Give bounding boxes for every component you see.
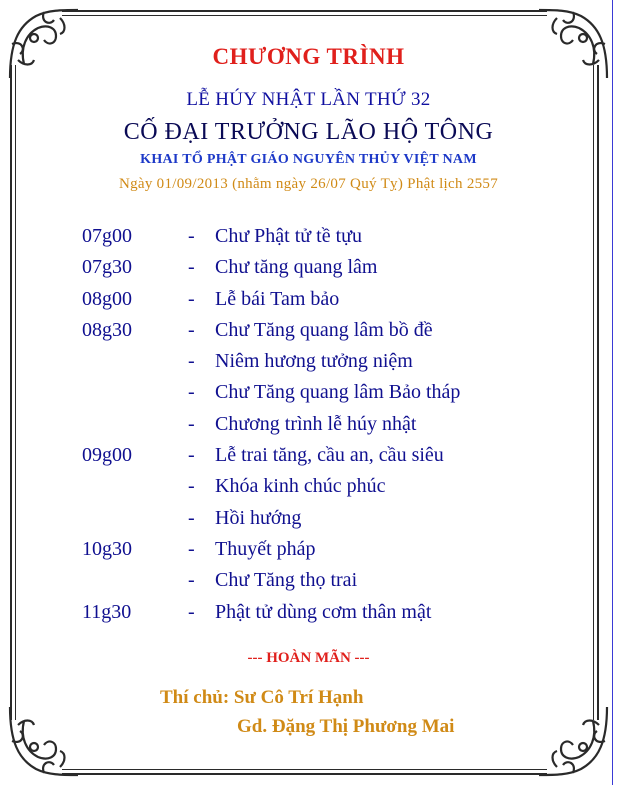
host-line: Thí chủ: Sư Cô Trí Hạnh	[160, 687, 364, 708]
schedule-row	[0, 473, 617, 504]
schedule-row	[0, 317, 617, 348]
schedule-dash: -	[188, 256, 195, 279]
frame-top-line	[62, 10, 547, 12]
schedule-row	[0, 379, 617, 410]
schedule-row	[0, 411, 617, 442]
schedule-row	[0, 286, 617, 317]
schedule-row	[0, 567, 617, 598]
schedule-time: 08g30	[82, 318, 132, 341]
schedule-time: 11g30	[82, 600, 132, 623]
schedule-activity: Lễ bái Tam bảo	[215, 287, 340, 310]
closing-mark: --- HOÀN MÃN ---	[247, 650, 370, 666]
schedule-dash: -	[188, 600, 195, 623]
corner-ornament-icon	[4, 701, 84, 781]
schedule-activity: Chư Phật tử tề tựu	[215, 225, 362, 247]
program-title: CHƯƠNG TRÌNH	[212, 44, 405, 69]
schedule-row	[0, 348, 617, 379]
schedule-activity: Niêm hương tưởng niệm	[215, 350, 413, 373]
frame-bottom-line-inner	[62, 769, 547, 770]
ceremony-name: LỄ HÚY NHẬT LẦN THỨ 32	[186, 89, 431, 110]
corner-ornament-icon	[533, 701, 613, 781]
event-date: Ngày 01/09/2013 (nhằm ngày 26/07 Quý Tỵ) Phật lịch 2557	[118, 176, 499, 192]
schedule-row	[0, 599, 617, 630]
schedule-time: 09g00	[82, 444, 132, 467]
schedule-activity: Chương trình lễ húy nhật	[215, 412, 417, 435]
schedule-dash: -	[188, 287, 195, 310]
schedule-time: 10g30	[82, 537, 132, 560]
schedule-activity: Chư tăng quang lâm	[215, 256, 378, 279]
schedule-row	[0, 254, 617, 285]
schedule-activity: Chư Tăng thọ trai	[215, 569, 358, 592]
host-line-2: Gd. Đặng Thị Phương Mai	[237, 716, 455, 737]
schedule-dash: -	[188, 444, 195, 467]
schedule-time: 07g30	[82, 256, 132, 279]
schedule-activity: Chư Tăng quang lâm Bảo tháp	[215, 381, 461, 404]
schedule-row	[0, 223, 617, 254]
schedule-time: 08g00	[82, 287, 132, 310]
schedule-activity: Phật tử dùng cơm thân mật	[215, 600, 432, 623]
schedule-dash: -	[188, 569, 195, 592]
schedule-list	[0, 223, 617, 630]
schedule-dash: -	[188, 225, 195, 247]
frame-bottom-line	[62, 773, 547, 775]
schedule-activity: Thuyết pháp	[215, 537, 316, 560]
schedule-row	[0, 505, 617, 536]
schedule-time: 07g00	[82, 225, 132, 247]
schedule-dash: -	[188, 318, 195, 341]
schedule-activity: Khóa kinh chúc phúc	[215, 475, 386, 498]
schedule-dash: -	[188, 537, 195, 560]
schedule-activity: Chư Tăng quang lâm bồ đề	[215, 318, 433, 341]
schedule-row	[0, 536, 617, 567]
honoree-title: KHAI TỔ PHẬT GIÁO NGUYÊN THỦY VIỆT NAM	[140, 152, 477, 167]
schedule-dash: -	[188, 506, 195, 529]
frame-top-line-inner	[62, 15, 547, 16]
schedule-dash: -	[188, 412, 195, 435]
schedule-activity: Lễ trai tăng, cầu an, cầu siêu	[215, 444, 444, 467]
schedule-dash: -	[188, 475, 195, 498]
schedule-dash: -	[188, 350, 195, 373]
honoree-name: CỐ ĐẠI TRƯỞNG LÃO HỘ TÔNG	[123, 119, 494, 145]
schedule-dash: -	[188, 381, 195, 404]
schedule-activity: Hồi hướng	[215, 506, 302, 529]
schedule-row	[0, 442, 617, 473]
